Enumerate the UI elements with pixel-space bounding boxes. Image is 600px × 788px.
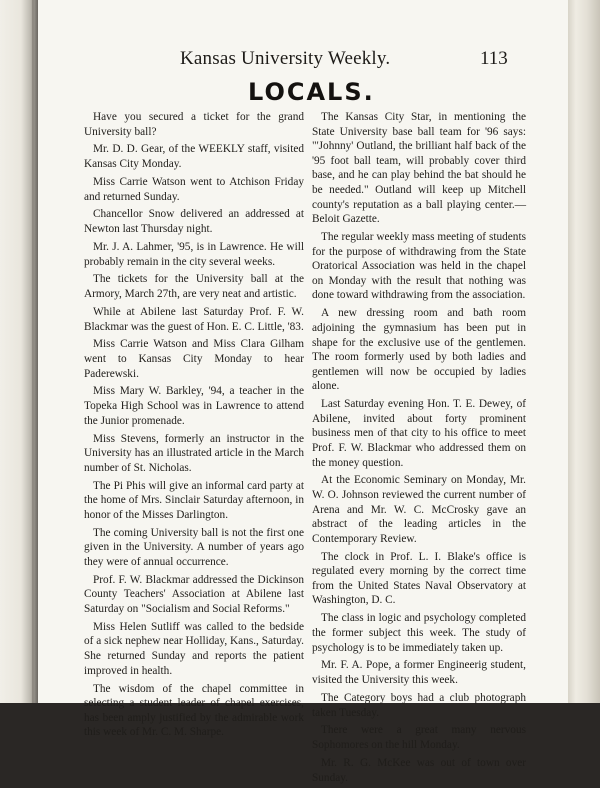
news-item: The Category boys had a club photograph taken Tuesday.: [312, 691, 526, 719]
news-item: Chancellor Snow delivered an addressed at Newton last Thursday night.: [84, 208, 304, 236]
page-stack-edge: [568, 0, 600, 708]
news-item: Mr. R. G. McKee was out of town over Sunday.: [312, 756, 526, 784]
page-number: 113: [480, 48, 508, 69]
section-title: LOCALS.: [248, 78, 375, 106]
left-column: [84, 110, 304, 743]
news-item: The wisdom of the chapel committee in selecting a student leader of chapel exercises, has been amply justified by the admirable work this week of Mr. C. M. Sharpe.: [84, 682, 304, 739]
running-head: Kansas University Weekly.: [180, 48, 391, 69]
news-item: Miss Carrie Watson and Miss Clara Gilham went to Kansas City Monday to hear Paderewski.: [84, 338, 304, 380]
news-item: The coming University ball is not the first one given in the University. A number of years ago they were of annual occurrence.: [84, 526, 304, 568]
news-item: While at Abilene last Saturday Prof. F. W. Blackmar was the guest of Hon. E. C. Little, '83.: [84, 305, 304, 333]
right-column: [312, 110, 526, 788]
news-item: Mr. D. D. Gear, of the WEEKLY staff, visited Kansas City Monday.: [84, 143, 304, 171]
previous-page-edge: [0, 0, 38, 708]
news-item: Miss Helen Sutliff was called to the bedside of a sick nephew near Holliday, Kans., Saturday. She returned Sunday and reports the patient improved in health.: [84, 620, 304, 677]
news-item: The Kansas City Star, in mentioning the State University base ball team for '96 says: "'Johnny' Outland, the brilliant half back of the '95 foot ball team, will probably cover third base, and he can play behind the bat should he be needed." Outland will keep up Mitchell county's reputation as a ball playing center.—Beloit Gazette.: [312, 111, 526, 226]
news-item: At the Economic Seminary on Monday, Mr. W. O. Johnson reviewed the current number of Arena and Mr. W. C. McCrosky gave an abstract of the leading articles in the Contemporary Review.: [312, 474, 526, 545]
news-item: The class in logic and psychology completed the former subject this week. The study of psychology is to be immediately taken up.: [312, 612, 526, 654]
news-item: The regular weekly mass meeting of students for the purpose of withdrawing from the State Oratorical Association was held in the chapel on Monday with the result that nothing was done toward withdrawing from the association.: [312, 231, 526, 302]
news-item: Last Saturday evening Hon. T. E. Dewey, of Abilene, invited about forty prominent business men of that city to his office to meet Prof. F. W. Blackmar who addressed them on the money question.: [312, 398, 526, 469]
news-item: Miss Mary W. Barkley, '94, a teacher in the Topeka High School was in Lawrence to attend the Junior promenade.: [84, 385, 304, 427]
news-item: The tickets for the University ball at the Armory, March 27th, are very neat and artistic.: [84, 273, 304, 301]
news-item: Prof. F. W. Blackmar addressed the Dickinson County Teachers' Association at Abilene last Saturday on "Socialism and Social Reforms.": [84, 573, 304, 615]
news-item: Mr. F. A. Pope, a former Engineerig student, visited the University this week.: [312, 659, 526, 687]
news-item: The Pi Phis will give an informal card party at the home of Mrs. Sinclair Saturday afternoon, in honor of the Misses Darlington.: [84, 479, 304, 521]
news-item: A new dressing room and bath room adjoining the gymnasium has been put in shape for the exclusive use of the gentlemen. The room formerly used by both ladies and gentlemen will now be occupied by ladies alone.: [312, 307, 526, 393]
news-item: Miss Carrie Watson went to Atchison Friday and returned Sunday.: [84, 175, 304, 203]
news-item: Mr. J. A. Lahmer, '95, is in Lawrence. He will probably remain in the city several weeks.: [84, 240, 304, 268]
news-item: The clock in Prof. L. I. Blake's office is regulated every morning by the correct time from the United States Naval Observatory at Washington, D. C.: [312, 550, 526, 607]
news-item: There were a great many nervous Sophomores on the hill Monday.: [312, 724, 526, 752]
news-item: Miss Stevens, formerly an instructor in the University has an illustrated article in the March number of St. Nicholas.: [84, 432, 304, 474]
news-item: Have you secured a ticket for the grand University ball?: [84, 111, 304, 138]
